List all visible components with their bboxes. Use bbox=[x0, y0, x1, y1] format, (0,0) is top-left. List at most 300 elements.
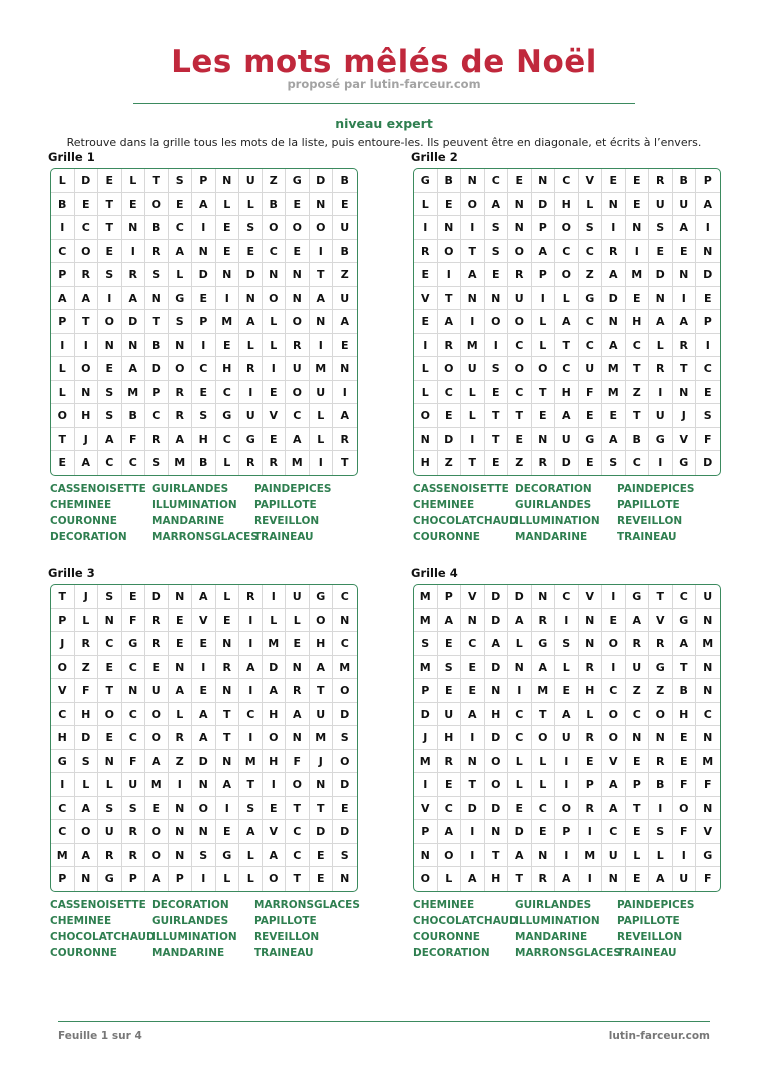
grid-cell[interactable]: M bbox=[169, 451, 193, 475]
grid-cell[interactable]: I bbox=[192, 334, 216, 358]
grid-cell[interactable]: A bbox=[602, 797, 626, 821]
grid-cell[interactable]: D bbox=[508, 820, 532, 844]
grid-cell[interactable]: N bbox=[122, 334, 146, 358]
grid-cell[interactable]: I bbox=[414, 334, 438, 358]
grid-cell[interactable]: I bbox=[485, 334, 509, 358]
grid-cell[interactable]: N bbox=[340, 872, 350, 885]
grid-cell[interactable]: E bbox=[51, 451, 75, 475]
grid-cell[interactable]: U bbox=[239, 404, 263, 428]
grid-cell[interactable]: O bbox=[438, 357, 462, 381]
grid-cell[interactable]: I bbox=[602, 585, 626, 609]
grid-cell[interactable]: U bbox=[579, 357, 603, 381]
grid-cell[interactable]: L bbox=[169, 263, 193, 287]
grid-cell[interactable]: R bbox=[438, 750, 462, 774]
grid-cell[interactable]: O bbox=[98, 310, 122, 334]
grid-cell[interactable]: L bbox=[75, 609, 99, 633]
grid-cell[interactable]: A bbox=[122, 357, 146, 381]
grid-cell[interactable]: G bbox=[216, 844, 240, 868]
grid-cell[interactable]: N bbox=[333, 357, 357, 381]
grid-cell[interactable]: R bbox=[414, 240, 438, 264]
grid-cell[interactable]: A bbox=[192, 585, 216, 609]
grid-cell[interactable]: T bbox=[461, 451, 485, 475]
grid-cell[interactable]: N bbox=[98, 750, 122, 774]
grid-cell[interactable]: N bbox=[75, 381, 99, 405]
grid-cell[interactable]: N bbox=[216, 169, 240, 193]
grid-cell[interactable]: Z bbox=[579, 263, 603, 287]
grid-cell[interactable]: H bbox=[310, 632, 334, 656]
grid-cell[interactable]: L bbox=[51, 169, 75, 193]
grid-cell[interactable]: M bbox=[263, 632, 287, 656]
grid-cell[interactable]: O bbox=[263, 216, 287, 240]
grid-cell[interactable]: A bbox=[508, 844, 532, 868]
grid-cell[interactable]: A bbox=[263, 844, 287, 868]
grid-cell[interactable]: O bbox=[649, 703, 673, 727]
grid-cell[interactable]: P bbox=[696, 310, 720, 334]
grid-cell[interactable]: L bbox=[649, 844, 673, 868]
grid-cell[interactable]: O bbox=[169, 357, 193, 381]
grid-cell[interactable]: N bbox=[626, 216, 650, 240]
grid-cell[interactable]: O bbox=[555, 216, 579, 240]
grid-cell[interactable]: N bbox=[532, 844, 556, 868]
grid-cell[interactable]: E bbox=[555, 679, 579, 703]
grid-cell[interactable]: N bbox=[145, 287, 169, 311]
grid-cell[interactable]: L bbox=[414, 381, 438, 405]
grid-cell[interactable]: C bbox=[508, 726, 532, 750]
grid-cell[interactable]: M bbox=[414, 585, 438, 609]
grid-cell[interactable]: I bbox=[602, 216, 626, 240]
grid-cell[interactable]: R bbox=[532, 867, 556, 891]
grid-cell[interactable]: U bbox=[333, 287, 357, 311]
grid-cell[interactable]: N bbox=[532, 169, 556, 193]
grid-cell[interactable]: V bbox=[579, 169, 603, 193]
grid-cell[interactable]: N bbox=[696, 240, 720, 264]
grid-cell[interactable]: A bbox=[649, 867, 673, 891]
grid-cell[interactable]: N bbox=[485, 820, 509, 844]
grid-cell[interactable]: D bbox=[192, 750, 216, 774]
grid-cell[interactable]: O bbox=[461, 193, 485, 217]
grid-cell[interactable]: I bbox=[461, 216, 485, 240]
grid-cell[interactable]: D bbox=[438, 428, 462, 452]
grid-cell[interactable]: A bbox=[333, 404, 357, 428]
grid-cell[interactable]: C bbox=[485, 169, 509, 193]
grid-cell[interactable]: V bbox=[649, 609, 673, 633]
grid-cell[interactable]: M bbox=[333, 656, 357, 680]
grid-cell[interactable]: E bbox=[192, 679, 216, 703]
grid-cell[interactable]: D bbox=[145, 357, 169, 381]
grid-cell[interactable]: A bbox=[192, 193, 216, 217]
grid-cell[interactable]: U bbox=[310, 703, 334, 727]
grid-cell[interactable]: F bbox=[75, 679, 99, 703]
grid-cell[interactable]: N bbox=[508, 656, 532, 680]
grid-cell[interactable]: S bbox=[696, 404, 720, 428]
grid-cell[interactable]: P bbox=[532, 263, 556, 287]
grid-cell[interactable]: E bbox=[461, 656, 485, 680]
grid-cell[interactable]: R bbox=[216, 656, 240, 680]
grid-cell[interactable]: L bbox=[414, 357, 438, 381]
grid-cell[interactable]: I bbox=[649, 451, 673, 475]
grid-cell[interactable]: D bbox=[461, 797, 485, 821]
grid-cell[interactable]: T bbox=[145, 169, 169, 193]
grid-cell[interactable]: E bbox=[579, 750, 603, 774]
grid-cell[interactable]: O bbox=[414, 867, 438, 891]
grid-cell[interactable]: E bbox=[414, 263, 438, 287]
grid-cell[interactable]: I bbox=[310, 240, 334, 264]
grid-cell[interactable]: A bbox=[602, 263, 626, 287]
grid-cell[interactable]: V bbox=[414, 797, 438, 821]
grid-cell[interactable]: F bbox=[122, 609, 146, 633]
grid-cell[interactable]: P bbox=[414, 820, 438, 844]
grid-cell[interactable]: H bbox=[555, 381, 579, 405]
grid-cell[interactable]: C bbox=[51, 820, 75, 844]
grid-cell[interactable]: L bbox=[239, 334, 263, 358]
grid-cell[interactable]: I bbox=[579, 867, 603, 891]
grid-cell[interactable]: G bbox=[532, 632, 556, 656]
grid-cell[interactable]: C bbox=[333, 632, 357, 656]
grid-cell[interactable]: L bbox=[508, 773, 532, 797]
grid-cell[interactable]: C bbox=[286, 820, 310, 844]
grid-cell[interactable]: I bbox=[216, 797, 240, 821]
grid-cell[interactable]: O bbox=[414, 404, 438, 428]
grid-cell[interactable]: N bbox=[169, 334, 193, 358]
grid-cell[interactable]: L bbox=[579, 703, 603, 727]
grid-cell[interactable]: V bbox=[673, 428, 697, 452]
grid-cell[interactable]: M bbox=[286, 451, 310, 475]
grid-cell[interactable]: A bbox=[169, 240, 193, 264]
grid-cell[interactable]: L bbox=[169, 703, 193, 727]
grid-cell[interactable]: E bbox=[286, 193, 310, 217]
grid-cell[interactable]: S bbox=[602, 451, 626, 475]
grid-cell[interactable]: P bbox=[51, 609, 75, 633]
grid-cell[interactable]: A bbox=[649, 310, 673, 334]
grid-cell[interactable]: T bbox=[286, 797, 310, 821]
grid-cell[interactable]: O bbox=[145, 703, 169, 727]
grid-cell[interactable]: D bbox=[485, 726, 509, 750]
grid-cell[interactable]: S bbox=[169, 310, 193, 334]
grid-cell[interactable]: U bbox=[696, 585, 720, 609]
grid-cell[interactable]: S bbox=[145, 451, 169, 475]
grid-cell[interactable]: H bbox=[263, 703, 287, 727]
grid-cell[interactable]: V bbox=[579, 585, 603, 609]
grid-cell[interactable]: D bbox=[333, 703, 357, 727]
grid-cell[interactable]: A bbox=[169, 679, 193, 703]
grid-cell[interactable]: S bbox=[169, 169, 193, 193]
grid-cell[interactable]: A bbox=[555, 703, 579, 727]
grid-cell[interactable]: S bbox=[438, 656, 462, 680]
grid-cell[interactable]: A bbox=[75, 797, 99, 821]
grid-cell[interactable]: I bbox=[239, 381, 263, 405]
grid-cell[interactable]: I bbox=[461, 310, 485, 334]
grid-cell[interactable]: R bbox=[579, 797, 603, 821]
grid-cell[interactable]: I bbox=[169, 773, 193, 797]
grid-cell[interactable]: I bbox=[696, 216, 720, 240]
grid-cell[interactable]: G bbox=[51, 750, 75, 774]
grid-cell[interactable]: T bbox=[485, 428, 509, 452]
grid-cell[interactable]: E bbox=[286, 632, 310, 656]
grid-cell[interactable]: R bbox=[145, 609, 169, 633]
grid-cell[interactable]: N bbox=[626, 726, 650, 750]
grid-cell[interactable]: C bbox=[626, 451, 650, 475]
grid-cell[interactable]: I bbox=[461, 844, 485, 868]
grid-cell[interactable]: B bbox=[626, 428, 650, 452]
grid-cell[interactable]: N bbox=[649, 287, 673, 311]
grid-cell[interactable]: V bbox=[696, 820, 720, 844]
grid-cell[interactable]: N bbox=[122, 679, 146, 703]
grid-cell[interactable]: I bbox=[192, 867, 216, 891]
grid-cell[interactable]: N bbox=[310, 310, 334, 334]
grid-cell[interactable]: E bbox=[532, 404, 556, 428]
grid-cell[interactable]: O bbox=[75, 820, 99, 844]
grid-cell[interactable]: L bbox=[263, 609, 287, 633]
grid-cell[interactable]: T bbox=[649, 585, 673, 609]
grid-cell[interactable]: T bbox=[461, 240, 485, 264]
grid-cell[interactable]: L bbox=[555, 656, 579, 680]
grid-cell[interactable]: N bbox=[239, 287, 263, 311]
grid-cell[interactable]: O bbox=[602, 632, 626, 656]
grid-cell[interactable]: I bbox=[216, 287, 240, 311]
grid-cell[interactable]: S bbox=[145, 263, 169, 287]
grid-cell[interactable]: Z bbox=[626, 381, 650, 405]
grid-cell[interactable]: D bbox=[555, 451, 579, 475]
grid-cell[interactable]: C bbox=[508, 381, 532, 405]
grid-cell[interactable]: N bbox=[169, 844, 193, 868]
grid-cell[interactable]: V bbox=[51, 679, 75, 703]
grid-cell[interactable]: L bbox=[461, 404, 485, 428]
grid-cell[interactable]: A bbox=[438, 310, 462, 334]
grid-cell[interactable]: C bbox=[555, 585, 579, 609]
grid-cell[interactable]: E bbox=[310, 844, 334, 868]
grid-cell[interactable]: I bbox=[263, 585, 287, 609]
grid-cell[interactable]: E bbox=[438, 404, 462, 428]
grid-cell[interactable]: N bbox=[169, 797, 193, 821]
grid-cell[interactable]: C bbox=[51, 797, 75, 821]
grid-cell[interactable]: E bbox=[485, 263, 509, 287]
grid-cell[interactable]: D bbox=[508, 585, 532, 609]
grid-cell[interactable]: E bbox=[75, 193, 99, 217]
grid-cell[interactable]: E bbox=[626, 169, 650, 193]
grid-cell[interactable]: E bbox=[169, 193, 193, 217]
grid-cell[interactable]: E bbox=[508, 428, 532, 452]
grid-cell[interactable]: I bbox=[461, 726, 485, 750]
grid-cell[interactable]: D bbox=[192, 263, 216, 287]
grid-cell[interactable]: C bbox=[98, 451, 122, 475]
grid-cell[interactable]: O bbox=[333, 750, 357, 774]
grid-cell[interactable]: I bbox=[555, 773, 579, 797]
grid-cell[interactable]: H bbox=[673, 703, 697, 727]
grid-cell[interactable]: O bbox=[75, 357, 99, 381]
grid-cell[interactable]: A bbox=[673, 310, 697, 334]
grid-cell[interactable]: J bbox=[75, 585, 99, 609]
grid-cell[interactable]: A bbox=[286, 703, 310, 727]
grid-cell[interactable]: D bbox=[145, 585, 169, 609]
grid-cell[interactable]: L bbox=[532, 334, 556, 358]
grid-cell[interactable]: O bbox=[286, 310, 310, 334]
grid-cell[interactable]: P bbox=[145, 381, 169, 405]
grid-cell[interactable]: S bbox=[579, 216, 603, 240]
grid-cell[interactable]: E bbox=[438, 632, 462, 656]
grid-cell[interactable]: R bbox=[649, 357, 673, 381]
grid-cell[interactable]: R bbox=[649, 169, 673, 193]
grid-cell[interactable]: A bbox=[239, 820, 263, 844]
grid-cell[interactable]: E bbox=[485, 451, 509, 475]
grid-cell[interactable]: A bbox=[98, 428, 122, 452]
grid-cell[interactable]: S bbox=[333, 844, 357, 868]
grid-cell[interactable]: I bbox=[438, 263, 462, 287]
grid-cell[interactable]: O bbox=[508, 310, 532, 334]
grid-cell[interactable]: T bbox=[461, 773, 485, 797]
grid-cell[interactable]: V bbox=[192, 609, 216, 633]
grid-cell[interactable]: O bbox=[602, 703, 626, 727]
grid-cell[interactable]: D bbox=[122, 310, 146, 334]
grid-cell[interactable]: P bbox=[414, 679, 438, 703]
grid-cell[interactable]: E bbox=[333, 797, 357, 821]
grid-cell[interactable]: R bbox=[263, 451, 287, 475]
grid-cell[interactable]: A bbox=[192, 703, 216, 727]
grid-cell[interactable]: E bbox=[216, 820, 240, 844]
grid-cell[interactable]: C bbox=[192, 357, 216, 381]
grid-cell[interactable]: O bbox=[532, 726, 556, 750]
grid-cell[interactable]: C bbox=[51, 703, 75, 727]
grid-cell[interactable]: T bbox=[310, 263, 334, 287]
grid-cell[interactable]: A bbox=[239, 656, 263, 680]
grid-cell[interactable]: A bbox=[461, 703, 485, 727]
grid-cell[interactable]: R bbox=[579, 726, 603, 750]
grid-cell[interactable]: L bbox=[239, 193, 263, 217]
grid-cell[interactable]: N bbox=[414, 844, 438, 868]
grid-cell[interactable]: T bbox=[438, 287, 462, 311]
grid-cell[interactable]: V bbox=[602, 750, 626, 774]
grid-cell[interactable]: T bbox=[340, 456, 349, 469]
grid-cell[interactable]: E bbox=[333, 193, 357, 217]
grid-cell[interactable]: G bbox=[414, 169, 438, 193]
grid-cell[interactable]: N bbox=[98, 609, 122, 633]
grid-cell[interactable]: I bbox=[310, 451, 334, 475]
grid-cell[interactable]: R bbox=[75, 263, 99, 287]
grid-cell[interactable]: L bbox=[216, 585, 240, 609]
grid-cell[interactable]: N bbox=[169, 585, 193, 609]
grid-cell[interactable]: Z bbox=[333, 263, 357, 287]
grid-cell[interactable]: N bbox=[696, 609, 720, 633]
grid-cell[interactable]: F bbox=[673, 773, 697, 797]
grid-cell[interactable]: O bbox=[438, 240, 462, 264]
grid-cell[interactable]: S bbox=[98, 404, 122, 428]
grid-cell[interactable]: A bbox=[438, 609, 462, 633]
grid-cell[interactable]: R bbox=[145, 632, 169, 656]
grid-cell[interactable]: C bbox=[532, 797, 556, 821]
grid-cell[interactable]: C bbox=[555, 357, 579, 381]
grid-cell[interactable]: T bbox=[555, 334, 579, 358]
grid-cell[interactable]: A bbox=[286, 428, 310, 452]
grid-cell[interactable]: A bbox=[169, 428, 193, 452]
grid-cell[interactable]: E bbox=[461, 679, 485, 703]
grid-cell[interactable]: A bbox=[192, 726, 216, 750]
grid-cell[interactable]: G bbox=[626, 585, 650, 609]
grid-cell[interactable]: Z bbox=[438, 451, 462, 475]
grid-cell[interactable]: P bbox=[555, 820, 579, 844]
grid-cell[interactable]: O bbox=[145, 820, 169, 844]
grid-cell[interactable]: E bbox=[333, 334, 357, 358]
grid-cell[interactable]: T bbox=[75, 310, 99, 334]
grid-cell[interactable]: E bbox=[508, 169, 532, 193]
grid-cell[interactable]: D bbox=[485, 797, 509, 821]
grid-cell[interactable]: A bbox=[75, 287, 99, 311]
grid-cell[interactable]: R bbox=[122, 844, 146, 868]
grid-cell[interactable]: H bbox=[192, 428, 216, 452]
grid-cell[interactable]: I bbox=[51, 773, 75, 797]
grid-cell[interactable]: T bbox=[310, 797, 334, 821]
grid-cell[interactable]: O bbox=[51, 404, 75, 428]
grid-cell[interactable]: P bbox=[696, 169, 720, 193]
grid-cell[interactable]: B bbox=[673, 169, 697, 193]
grid-cell[interactable]: O bbox=[602, 726, 626, 750]
grid-cell[interactable]: Z bbox=[169, 750, 193, 774]
grid-cell[interactable]: I bbox=[75, 334, 99, 358]
grid-cell[interactable]: E bbox=[216, 609, 240, 633]
grid-cell[interactable]: Z bbox=[649, 679, 673, 703]
grid-cell[interactable]: M bbox=[414, 656, 438, 680]
grid-cell[interactable]: M bbox=[51, 844, 75, 868]
grid-cell[interactable]: C bbox=[216, 381, 240, 405]
grid-cell[interactable]: O bbox=[263, 867, 287, 891]
grid-cell[interactable]: I bbox=[673, 844, 697, 868]
grid-cell[interactable]: C bbox=[51, 240, 75, 264]
grid-cell[interactable]: F bbox=[122, 428, 146, 452]
grid-cell[interactable]: S bbox=[485, 240, 509, 264]
grid-cell[interactable]: G bbox=[239, 428, 263, 452]
grid-cell[interactable]: S bbox=[98, 263, 122, 287]
grid-cell[interactable]: N bbox=[696, 679, 720, 703]
grid-cell[interactable]: T bbox=[239, 773, 263, 797]
grid-cell[interactable]: N bbox=[602, 193, 626, 217]
grid-cell[interactable]: S bbox=[98, 585, 122, 609]
grid-cell[interactable]: T bbox=[485, 404, 509, 428]
grid-cell[interactable]: N bbox=[169, 656, 193, 680]
grid-cell[interactable]: C bbox=[98, 632, 122, 656]
grid-cell[interactable]: O bbox=[286, 773, 310, 797]
grid-cell[interactable]: U bbox=[145, 679, 169, 703]
grid-cell[interactable]: U bbox=[673, 193, 697, 217]
grid-cell[interactable]: E bbox=[579, 451, 603, 475]
grid-cell[interactable]: C bbox=[579, 240, 603, 264]
grid-cell[interactable]: L bbox=[216, 193, 240, 217]
grid-cell[interactable]: I bbox=[414, 216, 438, 240]
grid-cell[interactable]: F bbox=[579, 381, 603, 405]
grid-cell[interactable]: F bbox=[696, 773, 720, 797]
grid-cell[interactable]: A bbox=[145, 867, 169, 891]
grid-cell[interactable]: S bbox=[239, 797, 263, 821]
grid-cell[interactable]: E bbox=[263, 381, 287, 405]
grid-cell[interactable]: L bbox=[532, 310, 556, 334]
grid-cell[interactable]: L bbox=[508, 632, 532, 656]
grid-cell[interactable]: U bbox=[508, 287, 532, 311]
grid-cell[interactable]: N bbox=[532, 585, 556, 609]
grid-cell[interactable]: O bbox=[508, 240, 532, 264]
grid-cell[interactable]: E bbox=[438, 679, 462, 703]
grid-cell[interactable]: G bbox=[696, 844, 720, 868]
grid-cell[interactable]: F bbox=[286, 750, 310, 774]
grid-cell[interactable]: U bbox=[239, 169, 263, 193]
grid-cell[interactable]: E bbox=[216, 240, 240, 264]
grid-cell[interactable]: U bbox=[602, 844, 626, 868]
grid-cell[interactable]: P bbox=[51, 310, 75, 334]
grid-cell[interactable]: N bbox=[649, 726, 673, 750]
grid-cell[interactable]: C bbox=[508, 334, 532, 358]
grid-cell[interactable]: T bbox=[51, 428, 75, 452]
grid-cell[interactable]: D bbox=[485, 585, 509, 609]
grid-cell[interactable]: E bbox=[508, 797, 532, 821]
grid-cell[interactable]: S bbox=[485, 216, 509, 240]
grid-cell[interactable]: C bbox=[602, 820, 626, 844]
grid-cell[interactable]: D bbox=[602, 287, 626, 311]
